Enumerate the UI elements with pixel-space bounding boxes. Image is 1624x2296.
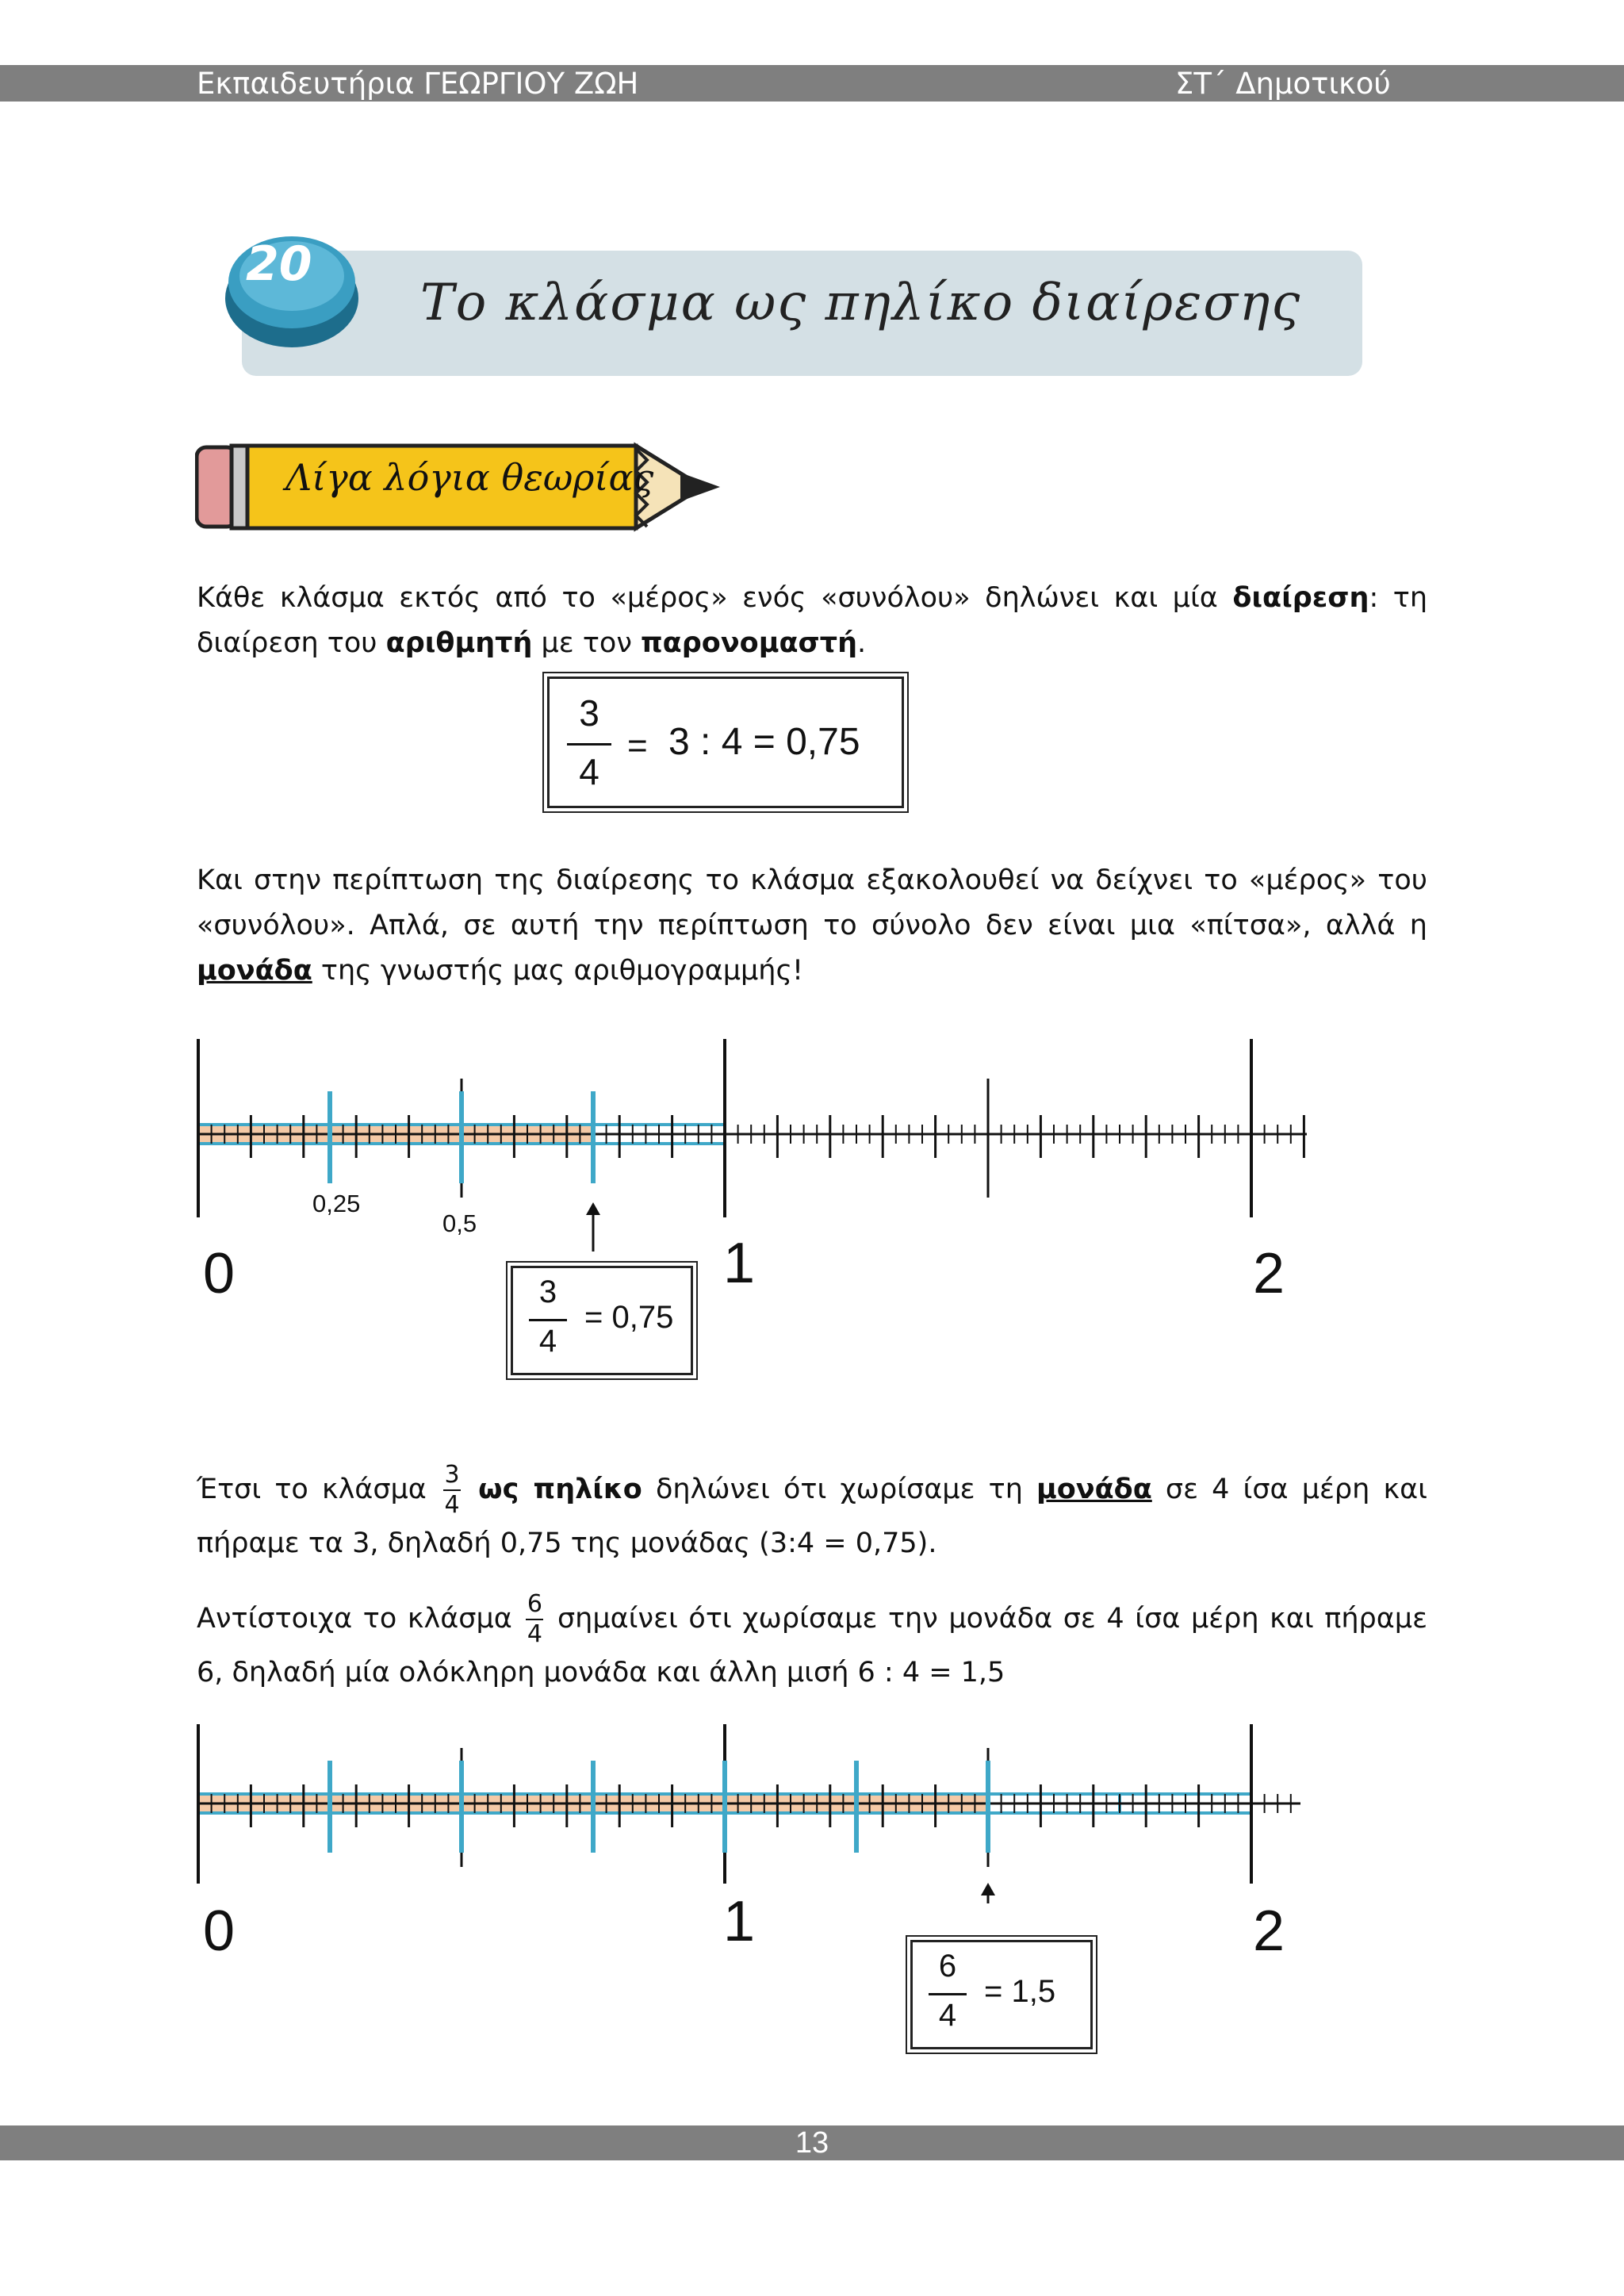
pointer-arrow-head bbox=[586, 1202, 600, 1215]
example-box bbox=[547, 677, 904, 808]
example-numerator: 3 bbox=[579, 692, 599, 734]
inline-fraction-6-4: $\frac{6}{4}$ bbox=[527, 1590, 542, 1648]
chapter-title: Το κλάσμα ως πηλίκο διαίρεσης bbox=[420, 274, 1302, 332]
line1-label-quarter: 0,25 bbox=[312, 1190, 361, 1217]
inline-fraction-3-4: $\frac{3}{4}$ bbox=[444, 1461, 460, 1519]
pointer-arrow-head bbox=[981, 1883, 995, 1895]
quotient-paragraph: Έτσι το κλάσμα $\frac{3}{4}$ ως πηλίκο δηλώνει ότι χωρίσαμε τη μονάδα σε 4 ίσα μέρη και πήραμε τα 3, δηλαδή 0,75 της μονάδας (3:4 = 0,75). bbox=[197, 1461, 1427, 1559]
line1-label-1: 1 bbox=[723, 1232, 756, 1295]
example-division: 3 : 4 = 0,75 bbox=[668, 721, 860, 763]
line1-label-half: 0,5 bbox=[442, 1209, 477, 1237]
line1-result-box bbox=[511, 1266, 693, 1375]
chapter-number: 20 bbox=[246, 236, 312, 292]
footer-bar bbox=[0, 2125, 1624, 2160]
header-school: Εκπαιδευτήρια ΓΕΩΡΓΙΟΥ ΖΩΗ bbox=[197, 67, 639, 101]
line2-label-2: 2 bbox=[1253, 1899, 1285, 1963]
number-line-15 bbox=[0, 1713, 1624, 1903]
line2-box-numerator: 6 bbox=[938, 1949, 957, 1984]
fraction-bar bbox=[929, 1993, 967, 1995]
fraction-bar bbox=[567, 743, 611, 746]
line2-label-0: 0 bbox=[203, 1899, 236, 1963]
example-equals: = bbox=[627, 726, 648, 765]
intro-paragraph: Κάθε κλάσμα εκτός από το «μέρος» ενός «συνόλου» δηλώνει και μία διαίρεση: τη διαίρεση του αριθμητή με τον παρονομαστή. bbox=[197, 582, 1428, 659]
example-denominator: 4 bbox=[579, 751, 599, 792]
line2-box-value: = 1,5 bbox=[984, 1974, 1056, 2009]
line2-result-box bbox=[910, 1940, 1093, 2049]
pencil-label: Λίγα λόγια θεωρίας bbox=[285, 456, 654, 499]
line2-box-denominator: 4 bbox=[938, 1998, 957, 2033]
line1-label-2: 2 bbox=[1253, 1242, 1285, 1305]
line2-label-1: 1 bbox=[723, 1890, 756, 1953]
six-quarters-paragraph: Αντίστοιχα το κλάσμα $\frac{6}{4}$ σημαίνει ότι χωρίσαμε την μονάδα σε 4 ίσα μέρη και πήραμε 6, δηλαδή μία ολόκληρη μονάδα και άλλη μισή 6 : 4 = 1,5 bbox=[197, 1590, 1427, 1688]
header-bar bbox=[0, 65, 1624, 102]
line1-box-denominator: 4 bbox=[538, 1324, 557, 1359]
number-line-075 bbox=[0, 1023, 1624, 1285]
line1-box-value: = 0,75 bbox=[584, 1300, 674, 1335]
fraction-bar bbox=[529, 1319, 567, 1321]
page-number: 13 bbox=[795, 2126, 829, 2160]
line1-box-numerator: 3 bbox=[538, 1274, 557, 1309]
line1-label-0: 0 bbox=[203, 1242, 236, 1305]
header-grade: ΣΤ΄ Δημοτικού bbox=[1175, 67, 1391, 101]
pizza-paragraph: Και στην περίπτωση της διαίρεσης το κλάσμα εξακολουθεί να δείχνει το «μέρος» του «συνόλου». Απλά, σε αυτή την περίπτωση το σύνολο δεν είναι μια «πίτσα», αλλά η μονάδα της γνωστής μας αριθμογραμμής! bbox=[197, 864, 1427, 987]
